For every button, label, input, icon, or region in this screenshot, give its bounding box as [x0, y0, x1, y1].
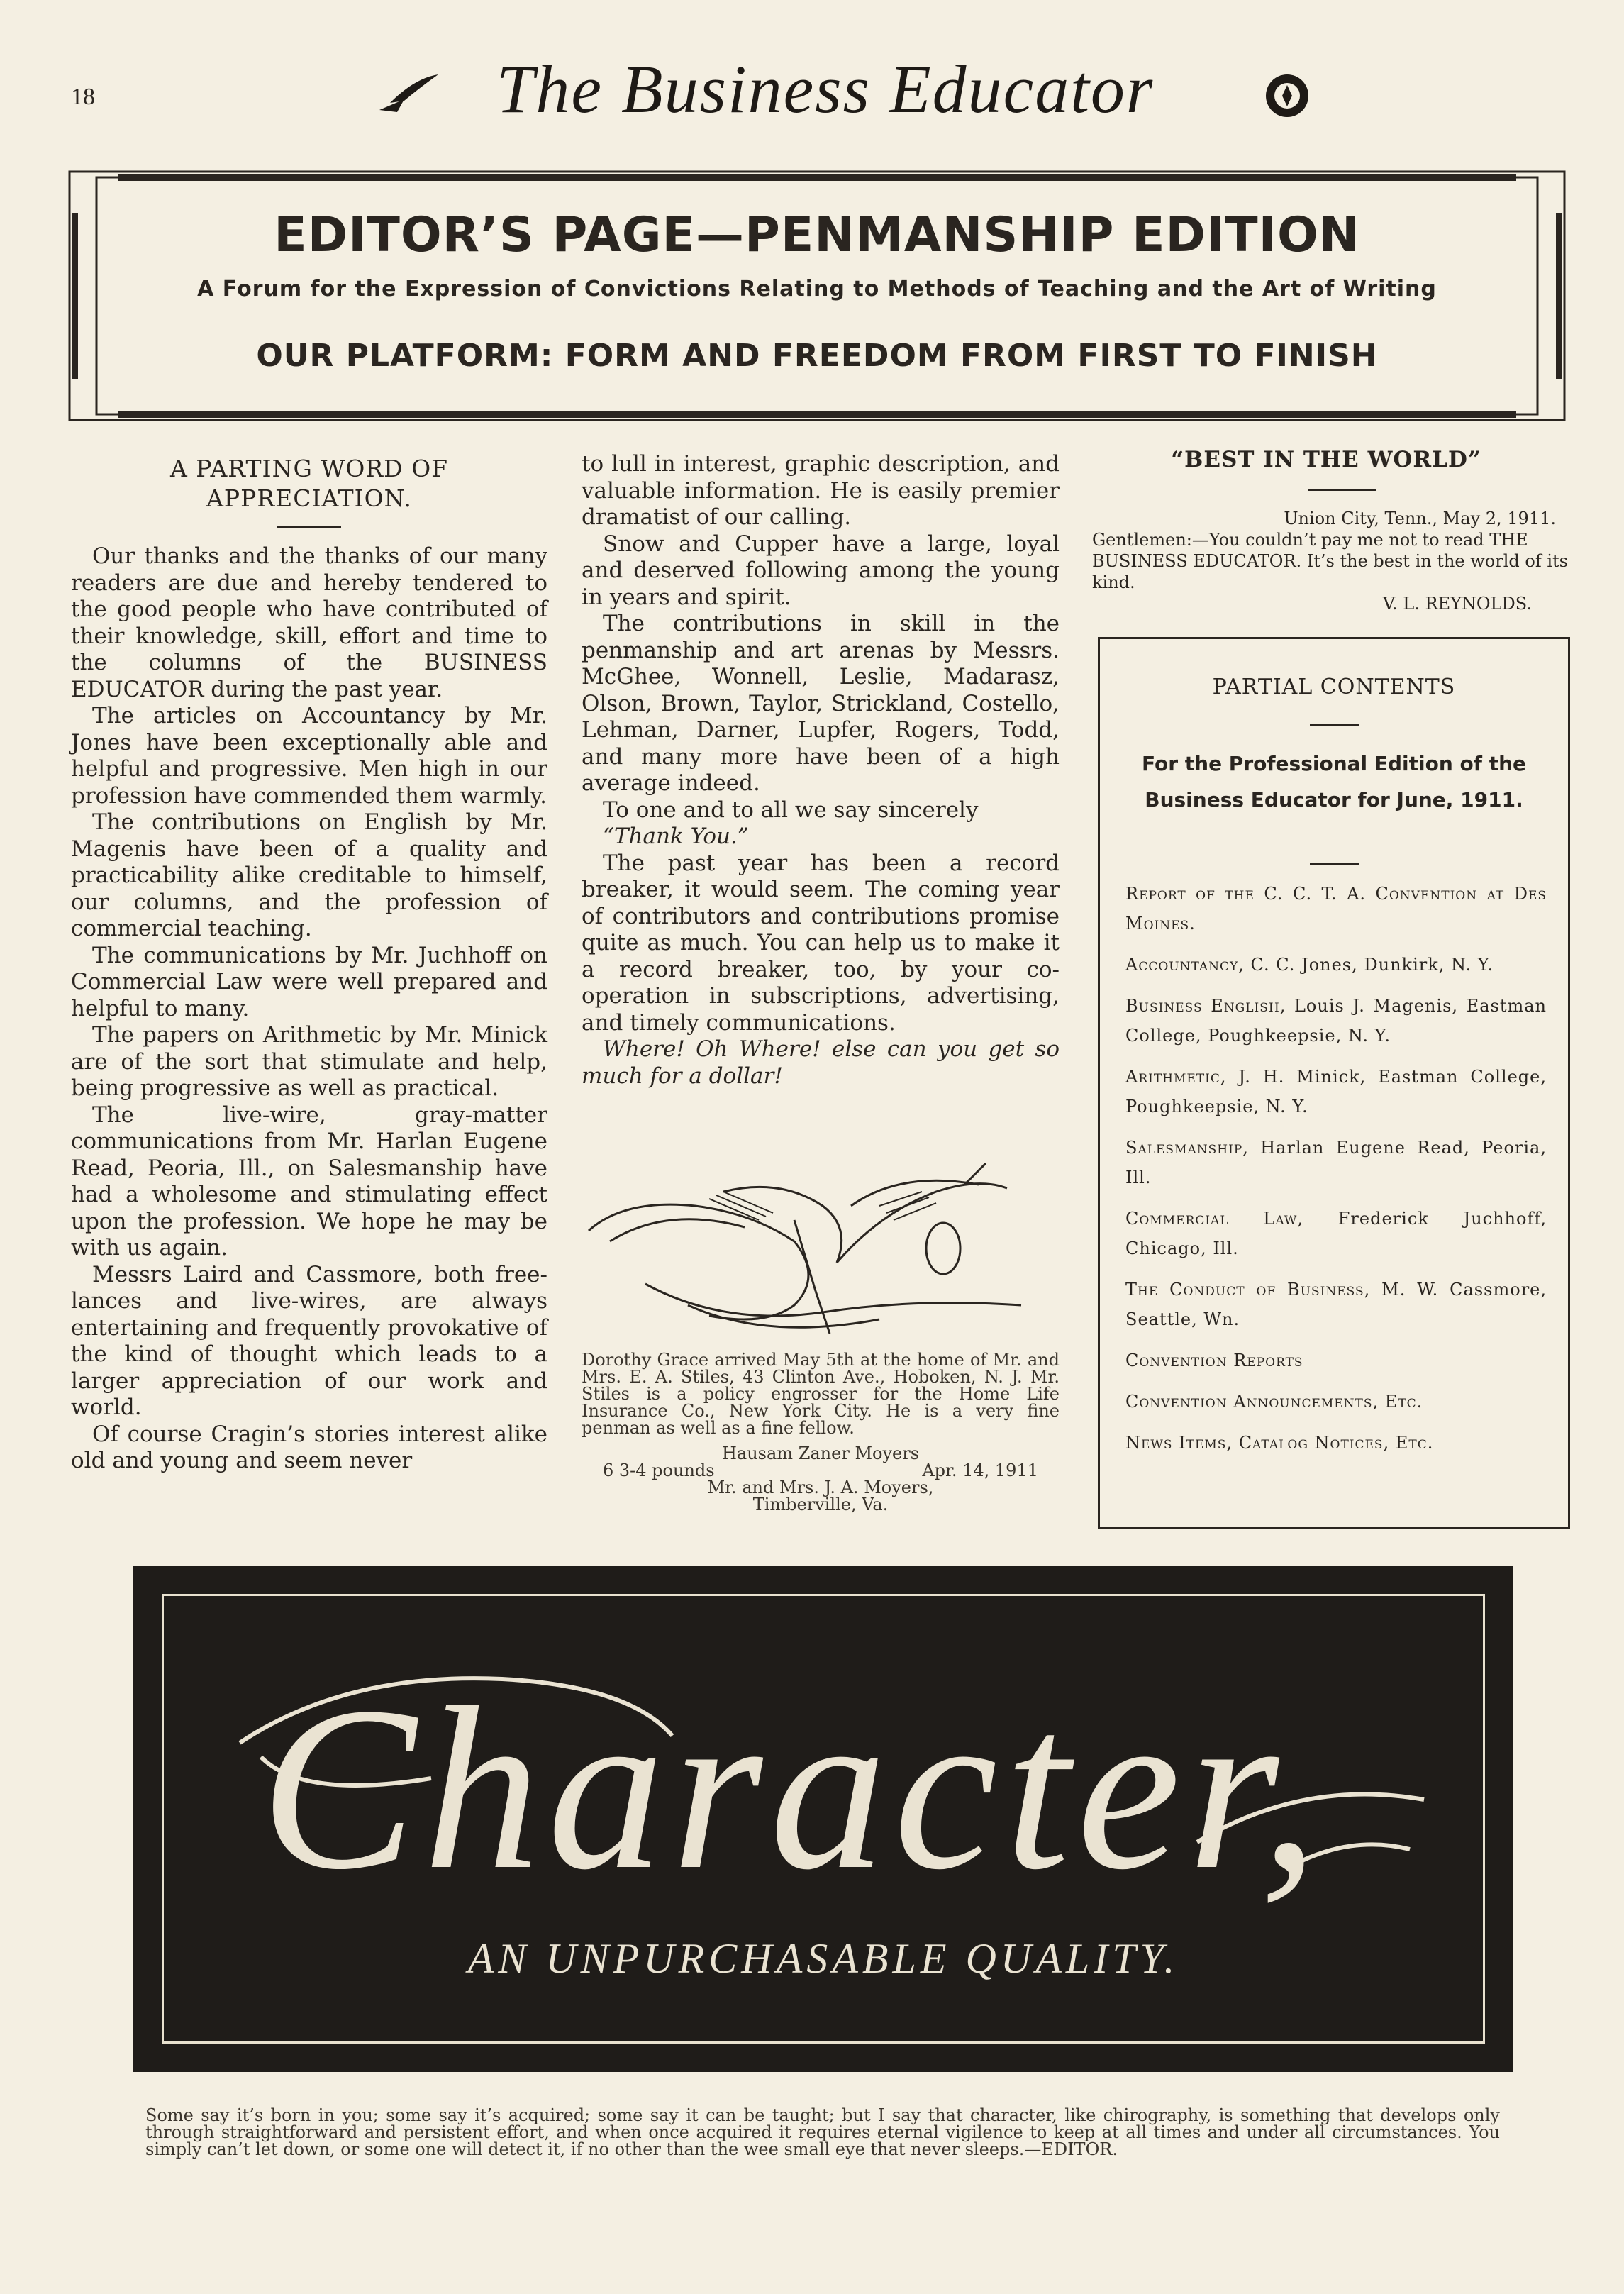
- list-item: Report of the C. C. T. A. Convention at Des Moines.: [1125, 884, 1547, 933]
- thank-you-line: “Thank You.”: [603, 824, 749, 849]
- paragraph: to lull in interest, graphic description, and valuable information. He is easily premier dramatist of our calling.: [582, 451, 1060, 530]
- testimonial-body: Gentlemen:—You couldn’t pay me not to read THE BUSINESS EDUCATOR. It’s the best in the world of its kind.: [1092, 530, 1568, 592]
- best-in-world-title: “BEST IN THE WORLD”: [1171, 447, 1481, 472]
- quill-icon: [376, 71, 440, 113]
- testimonial-signature: V. L. REYNOLDS.: [1382, 594, 1532, 614]
- list-item: Commercial Law, Frederick Juchhoff, Chicago, Ill.: [1125, 1209, 1547, 1258]
- list-item: Convention Announcements, Etc.: [1125, 1392, 1423, 1412]
- column-continuation: [582, 451, 1060, 1090]
- testimonial-dateline: Union City, Tenn., May 2, 1911.: [1284, 509, 1556, 528]
- list-item: Arithmetic, J. H. Minick, Eastman College, Poughkeepsie, N. Y.: [1125, 1067, 1547, 1116]
- paragraph: Our thanks and the thanks of our many readers are due and hereby tendered to the good people who have contributed of their knowledge, skill, effort and time to the columns of the BUSINESS EDUCATOR during the past year.: [71, 543, 547, 702]
- paragraph: To one and to all we say sincerely: [603, 797, 979, 823]
- birth-parents: Mr. and Mrs. J. A. Moyers,: [707, 1478, 934, 1497]
- paragraph: The contributions in skill in the penmanship and art arenas by Messrs. McGhee, Wonnell, Leslie, Madarasz, Olson, Brown, Taylor, Strickland, Costello, Lehman, Darner, Lupfer, Rogers, Todd, and many more have been of a high average indeed.: [582, 611, 1060, 796]
- birth-details: [582, 1462, 1060, 1479]
- birth-town: Timberville, Va.: [752, 1495, 889, 1514]
- editor-footer-note: Some say it’s born in you; some say it’s acquired; some say it can be taught; but I say that character, like chirography, is something that develops only through straightforward and persistent effort, and when once acquired it requires eternal vigilence to keep at all times and under all circumstances. You simply can’t let down, or some one will detect it, if no other than the wee small eye that never sleeps.—EDITOR.: [145, 2105, 1500, 2159]
- heading-rule: [1310, 863, 1359, 865]
- heading-rule: [1310, 724, 1359, 726]
- editor-page-box: [68, 170, 1566, 421]
- list-item: Convention Reports: [1125, 1351, 1303, 1370]
- box-bottom-border: [1100, 1527, 1568, 1529]
- heading-rule: [277, 526, 341, 528]
- list-item: Business English, Louis J. Magenis, Eastman College, Poughkeepsie, N. Y.: [1125, 996, 1547, 1046]
- contents-title: PARTIAL CONTENTS: [1212, 675, 1456, 699]
- emblem-icon: [1262, 71, 1312, 121]
- list-item: Salesmanship, Harlan Eugene Read, Peoria, Ill.: [1125, 1138, 1547, 1187]
- column-appreciation: [71, 454, 547, 1475]
- list-item: The Conduct of Business, M. W. Cassmore, Seattle, Wn.: [1125, 1280, 1547, 1329]
- testimonial-letter: [1092, 508, 1574, 614]
- partial-contents-box: [1098, 637, 1570, 1529]
- paragraph: Snow and Cupper have a large, loyal and deserved following among the young in years and spirit.: [582, 531, 1060, 610]
- birth-weight: 6 3-4 pounds: [603, 1461, 715, 1480]
- contents-intro: For the Professional Edition of the Business Educator for June, 1911.: [1141, 752, 1527, 811]
- character-banner: [133, 1566, 1513, 2072]
- paragraph: Messrs Laird and Cassmore, both free-lances and live-wires, are always entertaining and frequently provokative of the kind of thought which leads to a larger appreciation of our work and world.: [71, 1261, 547, 1420]
- paragraph: Of course Cragin’s stories interest alike old and young and seem never: [71, 1421, 547, 1473]
- birth-announcement-name: Hausam Zaner Moyers: [721, 1444, 920, 1463]
- platform-slogan: OUR PLATFORM: FORM AND FREEDOM FROM FIRST TO FINISH: [256, 338, 1378, 374]
- list-item: News Items, Catalog Notices, Etc.: [1125, 1433, 1434, 1453]
- masthead-title: The Business Educator: [496, 51, 1155, 127]
- banner-script-word: Character,: [260, 1659, 1326, 1918]
- heading-rule: [1308, 489, 1376, 491]
- paragraph: The live-wire, gray-matter communications from Mr. Harlan Eugene Read, Peoria, Ill., on Salesmanship have had a wholesome and stimulating effect upon the profession. We hope he may be with us again.: [71, 1102, 547, 1260]
- paragraph: The articles on Accountancy by Mr. Jones have been exceptionally able and helpful and progressive. Men high in our profession have commended them warmly.: [71, 703, 547, 809]
- list-item: Accountancy, C. C. Jones, Dunkirk, N. Y.: [1125, 955, 1494, 975]
- birth-date: Apr. 14, 1911: [922, 1461, 1038, 1480]
- article-heading: A PARTING WORD OF APPRECIATION.: [169, 455, 449, 512]
- paragraph: The past year has been a record breaker, it would seem. The coming year of contributors and contributions promise quite as much. You can help us to make it a record breaker, too, by your co-operation in subscriptions, advertising, and timely communications.: [582, 850, 1060, 1036]
- banner-tagline: AN UNPURCHASABLE QUALITY.: [467, 1935, 1179, 1982]
- paragraph: The contributions on English by Mr. Magenis have been of a quality and practicability alike creditable to himself, our columns, and the profession of commercial teaching.: [71, 809, 547, 941]
- page-number: 18: [71, 84, 95, 110]
- paragraph: The papers on Arithmetic by Mr. Minick are of the sort that stimulate and help, being progressive as well as practical.: [71, 1022, 547, 1101]
- editor-page-subtitle: A Forum for the Expression of Convictions Relating to Methods of Teaching and the Art of Writing: [197, 277, 1437, 301]
- closing-line: Where! Oh Where! else can you get so much for a dollar!: [582, 1036, 1060, 1089]
- birth-notice: [582, 1351, 1060, 1513]
- birth-notice-text: Dorothy Grace arrived May 5th at the home of Mr. and Mrs. E. A. Stiles, 43 Clinton Ave., Hoboken, N. J. Mr. Stiles is a policy engrosser for the Home Life Insurance Co., New York City. He is a very fine penman as well as a fine fellow.: [582, 1350, 1060, 1438]
- contents-list: [1125, 879, 1547, 1469]
- editor-page-title: EDITOR’S PAGE—PENMANSHIP EDITION: [274, 207, 1360, 263]
- stork-illustration-icon: [582, 1163, 1057, 1341]
- paragraph: The communications by Mr. Juchhoff on Commercial Law were well prepared and helpful to many.: [71, 942, 547, 1021]
